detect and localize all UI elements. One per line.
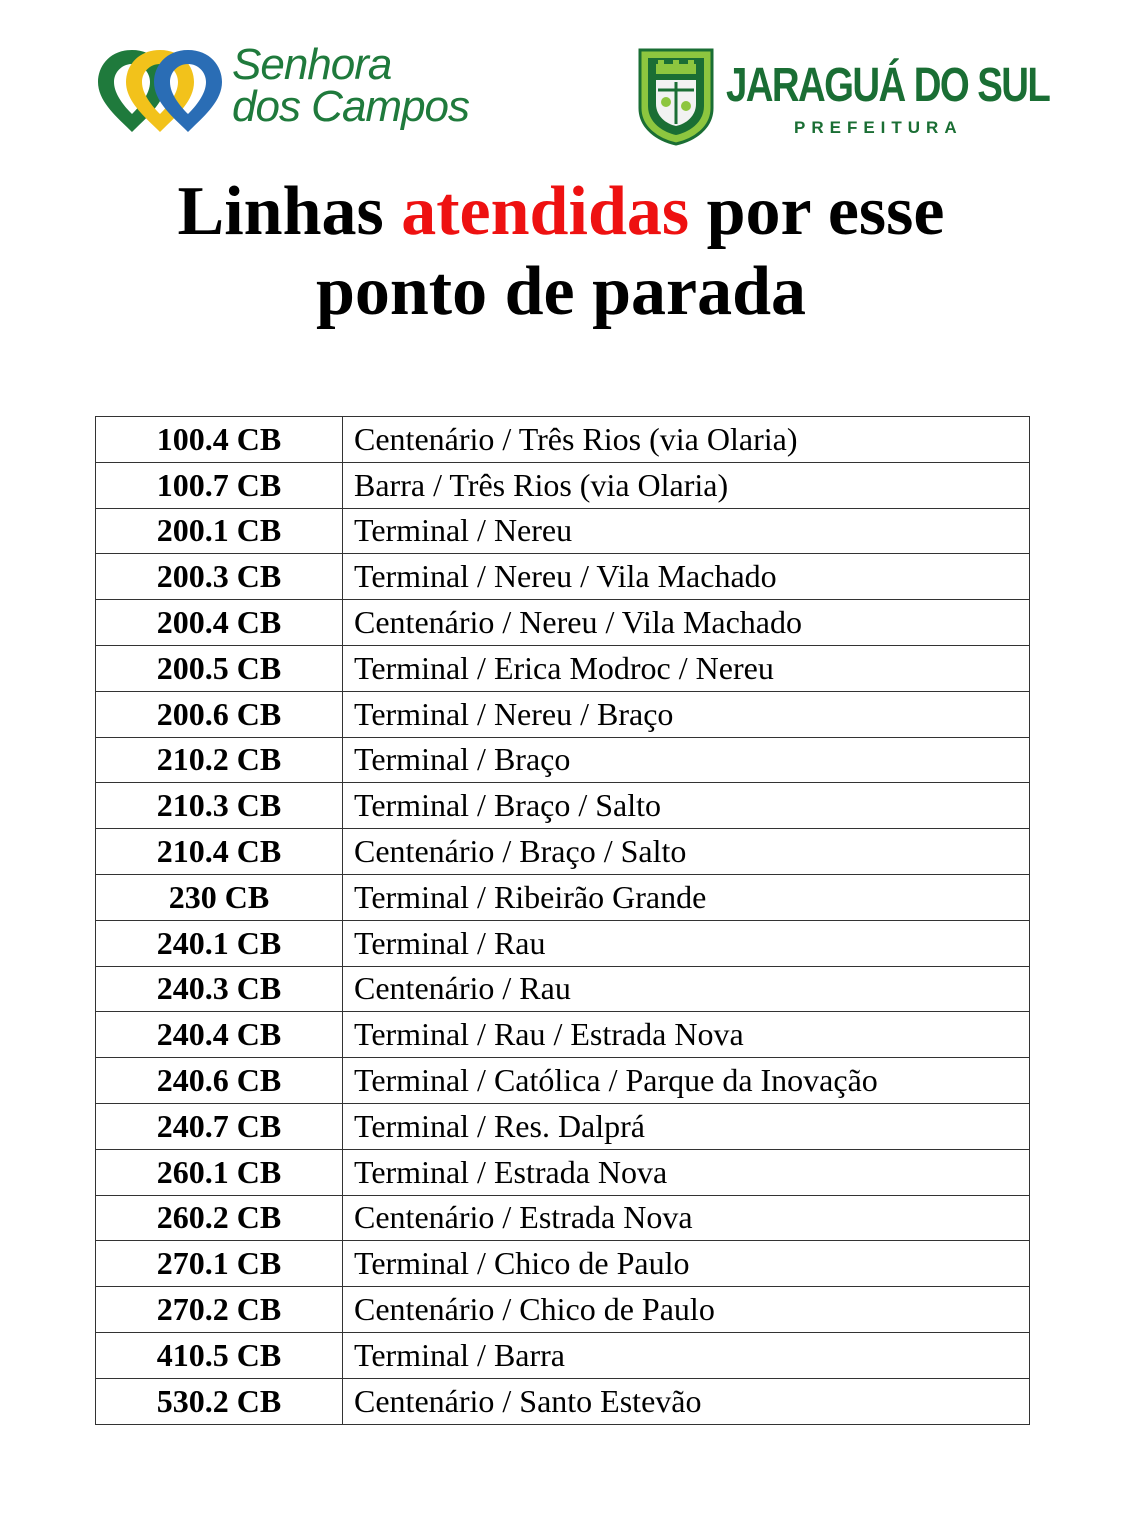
table-row [96,1058,1030,1104]
table-row [96,691,1030,737]
table-row [96,600,1030,646]
line-route: Terminal / Barra [343,1332,1030,1378]
location-pins-logo-icon [96,44,226,136]
line-route: Terminal / Res. Dalprá [343,1103,1030,1149]
line-code: 240.6 CB [96,1058,343,1104]
line-code: 260.1 CB [96,1149,343,1195]
line-code: 530.2 CB [96,1378,343,1424]
line-code: 200.6 CB [96,691,343,737]
table-row [96,645,1030,691]
table-row [96,1195,1030,1241]
line-route: Terminal / Braço [343,737,1030,783]
line-route: Centenário / Três Rios (via Olaria) [343,417,1030,463]
line-route: Terminal / Chico de Paulo [343,1241,1030,1287]
table-row [96,554,1030,600]
table-row [96,1103,1030,1149]
line-code: 240.7 CB [96,1103,343,1149]
brand-line-2: dos Campos [232,82,470,131]
title-line-2: ponto de parada [315,253,807,330]
line-route: Terminal / Braço / Salto [343,783,1030,829]
line-code: 100.7 CB [96,462,343,508]
table-row [96,829,1030,875]
line-code: 210.3 CB [96,783,343,829]
line-code: 240.1 CB [96,920,343,966]
line-code: 210.2 CB [96,737,343,783]
table-row [96,462,1030,508]
line-route: Centenário / Rau [343,966,1030,1012]
table-row [96,1241,1030,1287]
senhora-dos-campos-logo [96,40,496,144]
line-code: 260.2 CB [96,1195,343,1241]
line-route: Terminal / Nereu / Braço [343,691,1030,737]
title-line-1 [0,172,1122,252]
line-route: Barra / Três Rios (via Olaria) [343,462,1030,508]
line-route: Terminal / Erica Modroc / Nereu [343,645,1030,691]
line-route: Terminal / Rau / Estrada Nova [343,1012,1030,1058]
page-title [0,172,1122,332]
table-row [96,1287,1030,1333]
line-code: 270.2 CB [96,1287,343,1333]
line-code: 270.1 CB [96,1241,343,1287]
table-row [96,966,1030,1012]
table-row [96,1012,1030,1058]
line-route: Terminal / Estrada Nova [343,1149,1030,1195]
brand-text [232,40,470,131]
line-code: 210.4 CB [96,829,343,875]
line-code: 200.4 CB [96,600,343,646]
line-code: 200.1 CB [96,508,343,554]
bus-lines-table [95,416,1030,1425]
line-code: 240.4 CB [96,1012,343,1058]
jaragua-do-sul-logo [636,46,1050,150]
table-row [96,417,1030,463]
table-row [96,1149,1030,1195]
brand-line-1: Senhora [232,40,392,89]
coat-of-arms-icon [636,46,716,146]
table-row [96,508,1030,554]
table-row [96,920,1030,966]
table-row [96,1332,1030,1378]
line-route: Centenário / Santo Estevão [343,1378,1030,1424]
line-route: Terminal / Nereu [343,508,1030,554]
line-code: 200.3 CB [96,554,343,600]
table-row [96,874,1030,920]
line-route: Centenário / Braço / Salto [343,829,1030,875]
line-code: 230 CB [96,874,343,920]
title-part-2: por esse [689,173,945,250]
line-route: Terminal / Rau [343,920,1030,966]
table-row [96,1378,1030,1424]
line-code: 100.4 CB [96,417,343,463]
line-route: Terminal / Ribeirão Grande [343,874,1030,920]
line-code: 200.5 CB [96,645,343,691]
line-route: Centenário / Chico de Paulo [343,1287,1030,1333]
line-route: Terminal / Nereu / Vila Machado [343,554,1030,600]
title-highlight: atendidas [401,173,690,250]
bus-lines-body [96,417,1030,1425]
table-row [96,737,1030,783]
title-part-1: Linhas [177,173,402,250]
city-name: JARAGUÁ DO SUL [726,59,1050,112]
city-subtitle: PREFEITURA [794,118,963,137]
line-route: Terminal / Católica / Parque da Inovação [343,1058,1030,1104]
line-code: 240.3 CB [96,966,343,1012]
line-route: Centenário / Estrada Nova [343,1195,1030,1241]
table-row [96,783,1030,829]
line-code: 410.5 CB [96,1332,343,1378]
line-route: Centenário / Nereu / Vila Machado [343,600,1030,646]
